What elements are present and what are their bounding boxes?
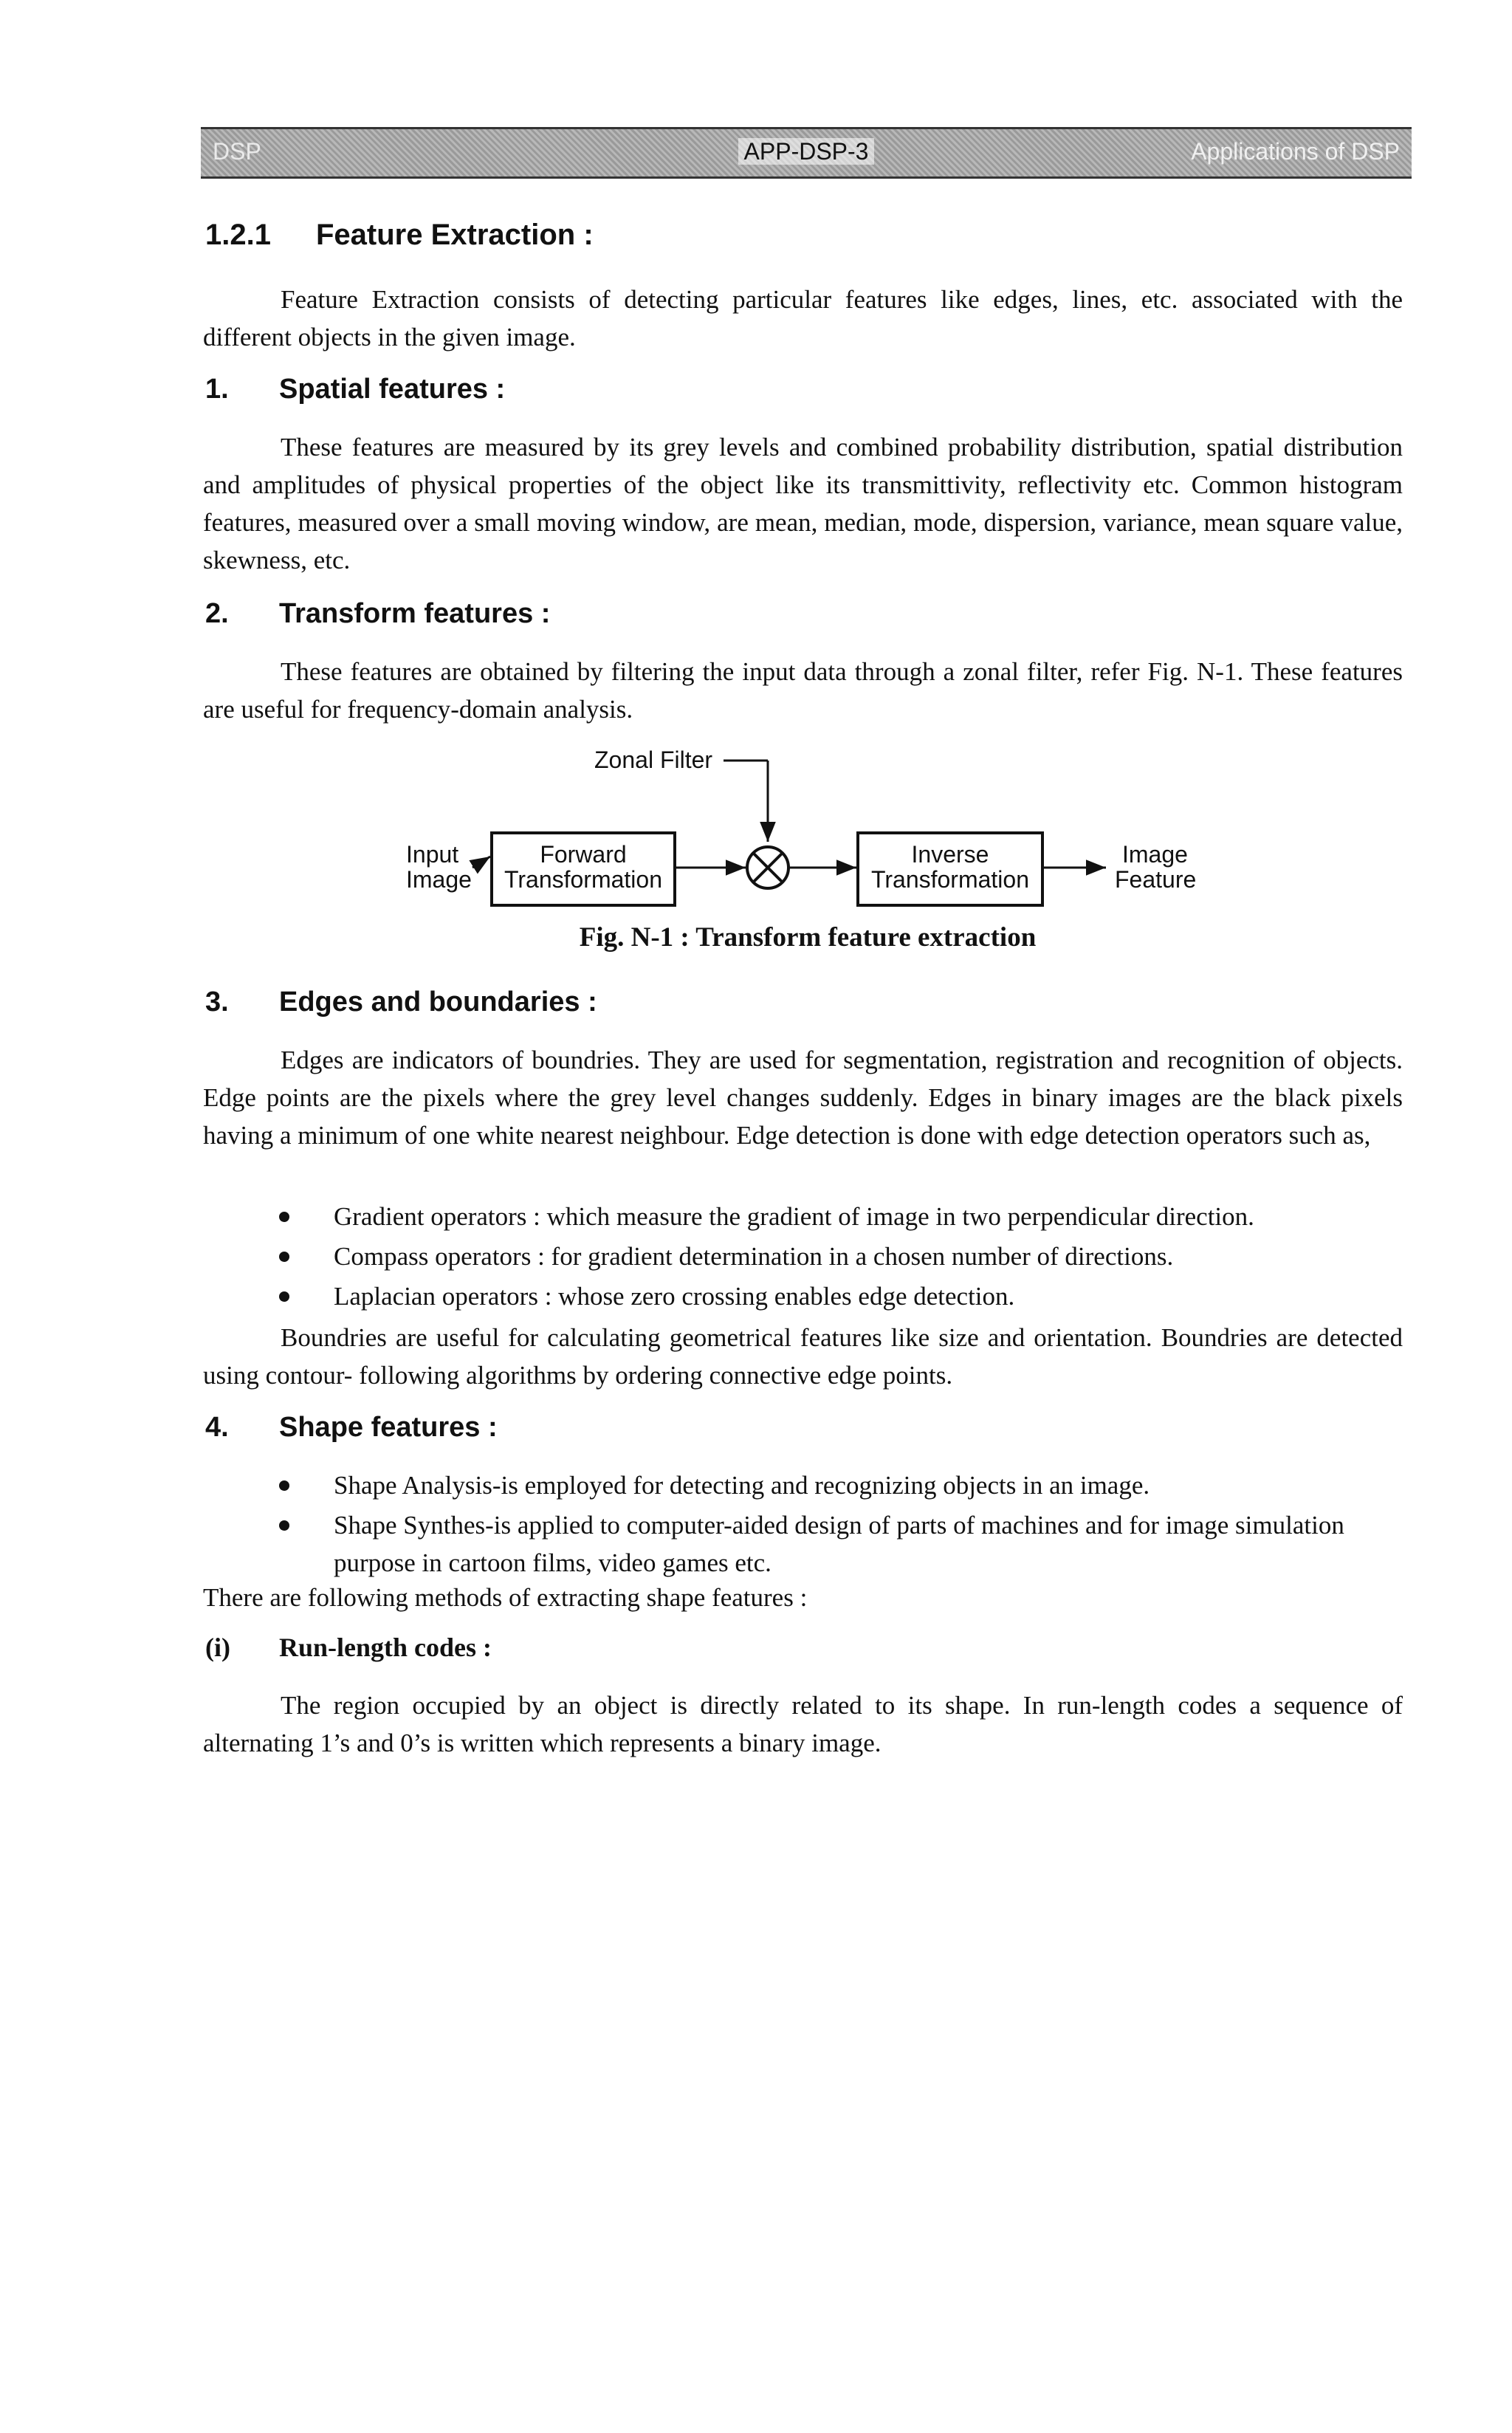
- header-page-code-text: APP-DSP-3: [738, 138, 875, 165]
- inverse-label-line2: Transformation: [871, 866, 1029, 893]
- list-item: [279, 1238, 1409, 1275]
- spatial-heading: [205, 374, 505, 405]
- transform-title: Transform features :: [279, 598, 551, 629]
- output-label-line2: Feature: [1115, 866, 1197, 893]
- forward-label-line1: Forward: [540, 841, 627, 868]
- header-left-text: DSP: [213, 138, 261, 165]
- edges-title: Edges and boundaries :: [279, 986, 597, 1018]
- shape-methods-intro: There are following methods of extracting shape features :: [203, 1583, 808, 1612]
- transform-feature-diagram: [399, 738, 1226, 908]
- inverse-label-line1: Inverse: [911, 841, 989, 868]
- list-item: [279, 1198, 1409, 1235]
- list-item-text: Compass operators : for gradient determination in a chosen number of directions.: [334, 1242, 1174, 1271]
- runlength-paragraph: The region occupied by an object is directly related to its shape. In run-length codes a sequence of alternating 1’s and 0’s is written which represents a binary image.: [203, 1691, 1403, 1757]
- page-header-band: [201, 127, 1412, 179]
- shape-title: Shape features :: [279, 1412, 498, 1443]
- spatial-title: Spatial features :: [279, 374, 506, 405]
- zonal-filter-label: Zonal Filter: [594, 747, 713, 773]
- list-item: [279, 1466, 1409, 1504]
- transform-heading: [205, 598, 550, 630]
- list-item-text: Gradient operators : which measure the gradient of image in two perpendicular direction.: [334, 1202, 1254, 1231]
- section-heading: [205, 219, 594, 252]
- forward-label-line2: Transformation: [504, 866, 662, 893]
- spatial-paragraph: These features are measured by its grey levels and combined probability distribution, spatial distribution and amplitudes of physical properties of the object like its transmittivity, reflectivity etc. Common histogram features, measured over a small moving window, are mean, median, mode, dispersion, variance, mean square value, skewness, etc.: [203, 433, 1403, 574]
- figure-caption: Fig. N-1 : Transform feature extraction: [579, 922, 1037, 953]
- runlength-heading: [205, 1632, 492, 1663]
- intro-paragraph: Feature Extraction consists of detecting particular features like edges, lines, etc. associated with the different objects in the given image.: [203, 285, 1403, 351]
- edges-heading: [205, 986, 597, 1018]
- list-item: [279, 1506, 1409, 1582]
- section-number: 1.2.1: [205, 219, 271, 251]
- input-arrow: [472, 857, 490, 868]
- bullet-icon: [279, 1252, 289, 1262]
- edges-number: 3.: [205, 986, 229, 1018]
- output-label-line1: Image: [1122, 841, 1188, 868]
- list-item-text: Shape Synthes-is applied to computer-aided design of parts of machines and for image simulation purpose in cartoon films, video games etc.: [334, 1511, 1344, 1577]
- edges-paragraph: Edges are indicators of boundries. They are used for segmentation, registration and recognition of objects. Edge points are the pixels where the grey level changes suddenly. Edges in binary images are the black pixels having a minimum of one white nearest neighbour. Edge detection is done with edge detection operators such as,: [203, 1046, 1403, 1150]
- edge-operators-list: [279, 1198, 1409, 1317]
- header-right-text: Applications of DSP: [1191, 138, 1400, 165]
- list-item: [279, 1277, 1409, 1315]
- shape-number: 4.: [205, 1412, 229, 1443]
- section-title: Feature Extraction :: [316, 219, 594, 251]
- spatial-number: 1.: [205, 374, 229, 405]
- shape-heading: [205, 1412, 498, 1444]
- runlength-title: Run-length codes :: [279, 1633, 492, 1662]
- bullet-icon: [279, 1480, 289, 1491]
- bullet-icon: [279, 1291, 289, 1302]
- input-label-line1: Input: [406, 841, 459, 868]
- shape-methods-list: [279, 1466, 1409, 1584]
- list-item-text: Shape Analysis-is employed for detecting and recognizing objects in an image.: [334, 1471, 1150, 1500]
- list-item-text: Laplacian operators : whose zero crossing enables edge detection.: [334, 1282, 1015, 1311]
- runlength-number: (i): [205, 1633, 230, 1662]
- transform-paragraph: These features are obtained by filtering the input data through a zonal filter, refer Fig. N-1. These features are useful for frequency-domain analysis.: [203, 657, 1403, 724]
- bullet-icon: [279, 1520, 289, 1531]
- bullet-icon: [279, 1212, 289, 1222]
- boundaries-paragraph: Boundries are useful for calculating geometrical features like size and orientation. Boundries are detected using contour- following algorithms by ordering connective edge points.: [203, 1323, 1403, 1390]
- input-label-line2: Image: [406, 866, 472, 893]
- transform-number: 2.: [205, 598, 229, 629]
